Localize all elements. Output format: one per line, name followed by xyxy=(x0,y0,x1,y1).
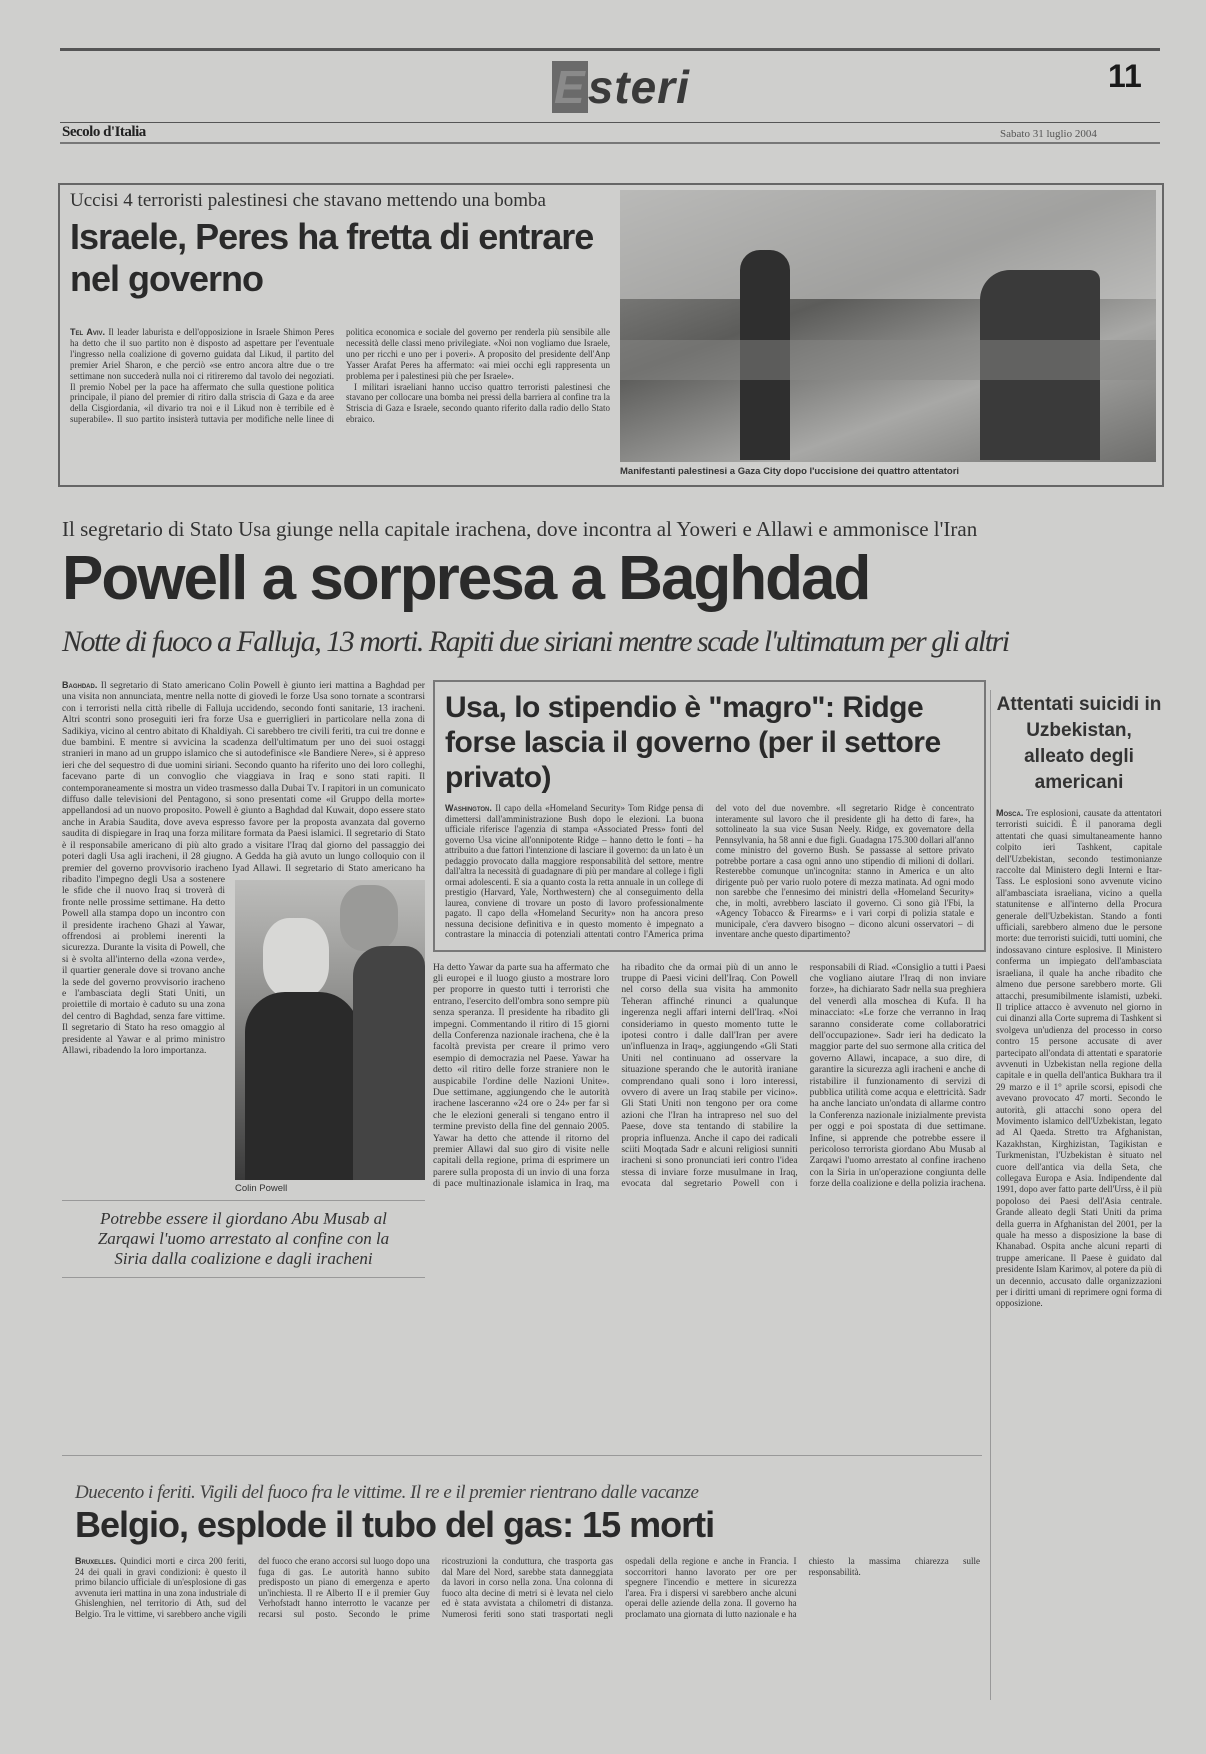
colin-powell-figure xyxy=(235,880,425,1194)
newspaper-name: Secolo d'Italia xyxy=(62,124,146,140)
powell-left-column xyxy=(62,680,425,1278)
ridge-article-box xyxy=(433,680,986,952)
page-number: 11 xyxy=(1108,58,1142,94)
israele-body xyxy=(70,327,610,425)
top-rule xyxy=(60,48,1160,51)
belgio-headline: Belgio, esplode il tubo del gas: 15 morti xyxy=(75,1504,715,1545)
israele-kicker: Uccisi 4 terroristi palestinesi che stavano mettendo una bomba xyxy=(70,190,546,211)
uzbekistan-body xyxy=(996,808,1162,1310)
dateline: Mosca. xyxy=(996,808,1024,818)
dateline: Bruxelles. xyxy=(75,1556,117,1566)
powell-body-lower: Ha detto Yawar da parte sua ha affermato che gli europei e il luogo giusto a mostrare loro per proporre in questo tutti i terroristi che entrano, l'esercito dell'ombra sono sempre più senza speranza. Il presidente ha ribadito gli impegni. Commentando il ritiro di 15 giorni della Conferenza nazionale irachena, che è la facoltà prevista per creare il primo vero esempio di democrazia nel Paese. Yawar ha detto «il ritiro delle forze straniere non le auspicabile l'ordine delle Nazioni Unite». Due settimane, aggiungendo che le autorità irachene lasceranno «24 ore o 24» per far sì che le elezioni generali si tengano entro il termine previsto della fine del gennaio 2005. Yawar ha detto che attende il ritorno del premier Allawi dal suo giro di visite nelle capitali della regione, prima di esprimere un parere sulla proposta di un invio di una forza di pace multinazionale islamica in Iraq, ma ha ribadito che da ormai più di un anno le truppe di Paesi vicini dell'Iraq. Con Powell nel corso della sua visita ha ammonito Teheran affinché rinunci a qualunque ingerenza negli affari interni dell'Iraq. «Noi consideriamo in questo momento tutte le ipotesi contro i dalle dall'Iran per avere un'influenza in Iraq», aggiungendo «Gli Stati Uniti nel continuano ad osservare la situazione sperando che le autorità iraniane comprendano quali sono i loro interessi, ovvero di avere un Iraq stabile per vicino». Gli Stati Uniti non tengono per ora come azioni che l'Iran ha intrapreso nel suo del Paese, dove sta tentando di stabilire la propria influenza. Anche il capo dei radicali sciiti Moqtada Sadr e alcuni religiosi sunniti iracheni si sono pronunciati ieri contro l'idea stessa di inviare forze musulmane in Iraq, evocata dal segretario Powell con i responsabili di Riad. «Consiglio a tutti i Paesi che vogliano aiutare l'Iraq di non inviare forze», ha dichiarato Sadr nella sua preghiera del venerdì alla moschea di Kufa. Il ha minacciato: «Le forze che verranno in Iraq saranno considerate come collaboratrici dell'occupazione». Sadr ieri ha dedicato la maggior parte del suo sermone alla critica del governo Allawi, incapace, a suo dire, di garantire la sicurezza agli iracheni e anche di ristabilire il funzionamento di servizi di pubblica utilità come acqua e elettricità. Sadr ha anche lanciato un'ondata di allarme contro la Conferenza nazionale inizialmente prevista per oggi e poi spostata di due settimane. Infine, si apprende che potrebbe essere il pericoloso terrorista giordano Abu Musab al Zarqawi l'uomo arrestato al confine iracheno con la Siria in un'operazione congiunta delle forze della coalizione e della polizia irachena. xyxy=(433,961,986,1190)
belgio-body xyxy=(75,1556,980,1619)
uzbekistan-column xyxy=(996,692,1162,1310)
powell-headline: Powell a sorpresa a Baghdad xyxy=(62,544,870,613)
israele-headline: Israele, Peres ha fretta di entrare nel governo xyxy=(70,216,594,299)
powell-kicker: Il segretario di Stato Usa giunge nella capitale irachena, dove incontra al Yoweri e Allawi e ammonisce l'Iran xyxy=(62,517,978,541)
masthead-bottom-rule xyxy=(60,142,1160,144)
belgio-article xyxy=(75,1482,980,1619)
belgio-top-rule xyxy=(62,1455,982,1456)
powell-subhead: Notte di fuoco a Falluja, 13 morti. Rapiti due siriani mentre scade l'ultimatum per gli altri xyxy=(62,625,1009,658)
column-divider xyxy=(990,690,991,1700)
gaza-protest-photo xyxy=(620,190,1156,462)
belgio-kicker: Duecento i feriti. Vigili del fuoco fra le vittime. Il re e il premier rientrano dalle vacanze xyxy=(75,1482,699,1503)
powell-photo-caption: Colin Powell xyxy=(235,1183,288,1194)
israele-body-paragraph: I militari israeliani hanno ucciso quattro terroristi palestinesi che stavano per collocare una bomba nei pressi della barriera al confine tra la Striscia di Gaza e Israele, secondo quanto riferito dalla radio dello Stato ebraico. xyxy=(346,381,610,425)
powell-body-text: Il segretario di Stato americano Colin Powell è giunto ieri mattina a Baghdad per una visita non annunciata, mentre nella notte di giovedì le forze Usa sono tornate a scontrarsi con i terroristi nella città ribelle di Falluja uccidendo, secondo fonti sanitarie, 13 iracheni. Altri scontri sono proseguiti ieri fra forze Usa e guerriglieri in particolare nella zona di Sadikiya, vicino al centro abitato di Khaldiyah. Ci sarebbero tre civili feriti, tra cui tre donne e due bambini. E mentre si avvicina la scadenza dell'ultimatum per uno dei suoi ostaggi stranieri in mano ad un gruppo islamico che si autodefinisce «le Bandiere Nere», si è appreso ieri che del sequestro di due uomini siriani. Secondo quanto ha riferito uno dei loro colleghi, facevano parte di un convoglio che viaggiava in Iraq e sono stati rapiti. Il contemporaneamente si mostra un video trasmesso dalla Dubai Tv. I rapitori in un comunicato diffuso dalle televisioni del Pentagono, si sono presentati come «il Gruppo della morte» appellandosi ad un nuovo proposito. Powell è giunto a Baghdad dal Kuwait, dopo essere stato anche in Arabia Saudita, dove aveva espresso favore per la proposta avanzata dal governo saudita di dispiegare in Iraq una forza militare formata da Paesi islamici. Il segretario di Stato è il responsabile americano di più alto grado a visitare l'Iraq dal giorno del passaggio dei poteri dagli Usa agli iracheni, il 28 giugno. A Gedda ha già avuto un lungo colloquio con il premier del governo provvisorio iracheno Iyad Allawi. Il segretario di Stato americano ha ribadito l'impegno degli Usa a sostenere le sfide che il nuovo Iraq si troverà di fronte nelle prossime settimane. Ha detto Powell alla stampa dopo un incontro con il presidente iracheno Ghazi al Yawar, offrendosi ai problemi inerenti la sicurezza. Durante la visita di Powell, che si è svolta all'interno della «zona verde», il quartier generale dove si trovano anche la sede del governo provvisorio iracheno e l'ambasciata degli Stati Uniti, un proiettile di mortaio è caduto su una zona del centro di Baghdad, senza fare vittime. Il segretario di Stato ha reso omaggio al presidente al Yawar e al primo ministro Allawi, ribadendo la loro importanza. xyxy=(62,680,425,1056)
issue-date: Sabato 31 luglio 2004 xyxy=(1000,128,1097,140)
dateline: Baghdad. xyxy=(62,680,98,690)
ridge-body-text: Il capo della «Homeland Security» Tom Ridge pensa di dimettersi dall'amministrazione Bush dopo le elezioni. La buona ufficiale riferisce l'agenzia di stampa «Associated Press» fonti del governo Usa vicine all'onnipotente Ridge – hanno detto le fonti – ha attribuito a due fattori l'intenzione di lasciare il governo: da un lato è un pedaggio provocato dalla maggiore responsabilità del settore, mentre dall'altra la necessità di guadagnare di più per mandare al college i figli ormai adolescenti. E sia a quanto costa la retta annuale in un college di prestigio (Harvard, Yale, Northwestern) che al conseguimento della laurea, conviene di trovare un posto di lavoro professionalmente pagato. Il capo della «Homeland Security» non ha ancora preso nessuna decisione definitiva e in questo momento è impegnato a contrastare la minaccia di potenziali attentati contro l'America prima del voto del due novembre. «Il segretario Ridge è concentrato interamente sul lavoro che il presidente gli ha detto di fare», ha sottolineato la sua vice Susan Neely. Ridge, ex governatore della Pennsylvania, ha 58 anni e due figli. Guadagna 175.300 dollari all'anno come ministro del governo Bush. Se passasse al settore privato potrebbe portare a casa ogni anno uno stipendio di milioni di dollari. Resterebbe comunque un'incognita: stanno in America e un alto dirigente può per vario ruolo potere di mezza matinata. Ad ogni modo non sarebbe che l'ennesimo dei ministri della «Homeland Security» che, in molti, avrebbero lasciato il governo. Ci sono già l'Fbi, la «Agency Tobacco & Firearms» e i vari corpi di polizia statale e municipale, c'era davvero bisogno – dicono alcuni osservatori – di inventare anche questo dipartimento? xyxy=(445,803,974,939)
powell-body-continued xyxy=(433,962,986,1190)
dateline: Tel Aviv. xyxy=(70,327,106,337)
section-title: Esteri xyxy=(554,61,690,113)
dateline: Washington. xyxy=(445,803,492,813)
ridge-headline: Usa, lo stipendio è "magro": Ridge forse lascia il governo (per il settore privato) xyxy=(445,691,941,794)
powell-body xyxy=(62,680,425,1194)
masthead-rule xyxy=(60,122,1160,123)
israele-body-text: Il leader laburista e dell'opposizione in Israele Shimon Peres ha detto che il suo partito non è disposto ad aspettare per l'eventuale l'ingresso nella coalizione di governo guidata dal Likud, il partito del premier Ariel Sharon, e che perciò «se entro ancora altre due o tre settimane non succederà nulla noi ci ritireremo dal tavolo dei negoziati. Il premio Nobel per la pace ha affermato che sulla questione politica principale, il piano del premier di ritiro dalla striscia di Gaza e da aree della Cisgiordania, «il divario tra noi e il Likud non è terribile ed è superabile». Il suo partito insisterà tuttavia per modifiche nelle linee di politica economica e sociale del governo per renderla più sensibile alle necessità delle classi meno privilegiate. «Noi non vogliamo due Israele, uno per ricchi e uno per i poveri». A proposito del presidente dell'Anp Yasser Arafat Peres ha affermato: «ai miei occhi egli rappresenta un problema per i palestinesi più che per Israele». xyxy=(70,327,610,425)
middle-column-stack xyxy=(433,680,986,1190)
uzbekistan-headline: Attentati suicidi in Uzbekistan, alleato degli americani xyxy=(996,694,1162,793)
gaza-photo-caption: Manifestanti palestinesi a Gaza City dopo l'uccisione dei quattro attentatori xyxy=(620,466,960,477)
pullquote: Potrebbe essere il giordano Abu Musab al Zarqawi l'uomo arrestato al confine con la Siria dalla coalizione e dagli iracheni xyxy=(62,1200,425,1278)
uzbekistan-body-text: Tre esplosioni, causate da attentatori terroristi suicidi. È il panorama degli attentati che quasi simultaneamente hanno colpito ieri Tashkent, capitale dell'Uzbekistan, secondo testimonianze raccolte dal Ministero degli Interni e Itar-Tass. Le esplosioni sono avvenute vicino all'ambasciata israeliana, vicino a quella statunitense e all'interno della Procura generale dell'Uzbekistan. Stando a fonti ufficiali, sarebbero almeno due le persone morte: due terroristi suicidi, tutti uomini, che indossavano cinture esplosive. Il Ministero conferma un impiegato dell'ambasciata israeliana, il quale ha anche ribadito che almeno due persone sarebbero morte. Gli attacchi, presumibilmente islamisti, uzbeki. Il triplice attacco è avvenuto nel giorno in cui dinanzi alla Corte suprema di Tashkent si svolgeva un'udienza del processo in corso contro 15 persone accusate di aver partecipato all'ondata di attentati e sparatorie avvenuti in Uzbekistan nella regione della capitale e in quella dell'antica Bukhara tra il 29 marzo e il 1° aprile scorsi, episodi che avevano provocato 47 morti. Secondo le autorità, gli attacchi sono opera del Movimento islamico dell'Uzbekistan, legato ad Al Qaeda. Stretto tra Afghanistan, Kazakhstan, Kirghizistan, Tagikistan e Turkmenistan, l'Uzbekistan è situato nel cuore dell'antica via della Seta, che collegava Europa e Asia. Indipendente dal 1991, dopo aver fatto parte dell'Urss, è il più popoloso dei Paesi dell'Asia centrale. Grande alleato degli Stati Uniti da prima della guerra in Afghanistan del 2001, per la quale ha messo a disposizione la base di Khanabad. Ospita anche alcuni reparti di truppe americane. Il Paese è guidato dal presidente Islam Karimov, al potere da più di un decennio, accusato dalle organizzazioni per i diritti umani di reprimere ogni forma di opposizione. xyxy=(996,808,1162,1309)
colin-powell-photo xyxy=(235,880,425,1180)
ridge-body xyxy=(445,803,974,940)
belgio-body-text: Quindici morti e circa 200 feriti, 24 dei quali in gravi condizioni: è questo il primo bilancio ufficiale di un'esplosione di gas avvenuta ieri mattina in una zona industriale di Ghislenghien, nel territorio di Ath, sud del Belgio. Tra le vittime, vi sarebbero anche vigili del fuoco che erano accorsi sul luogo dopo una fuga di gas. Le autorità hanno subito predisposto un piano di emergenza e aperto un'inchiesta. Il re Alberto II e il premier Guy Verhofstadt hanno interrotto le vacanze per recarsi sul posto. Secondo le prime ricostruzioni la conduttura, che trasporta gas dal Mare del Nord, sarebbe stata danneggiata da lavori in corso nella zona. Una colonna di fuoco alta decine di metri si è levata nel cielo ed è stata avvistata a chilometri di distanza. Numerosi feriti sono stati trasportati negli ospedali della regione e anche in Francia. I soccorritori hanno lavorato per ore per spegnere l'incendio e mettere in sicurezza l'area. Fra i dispersi vi sarebbero anche alcuni operai delle aziende della zona. Il governo ha proclamato una giornata di lutto nazionale e ha chiesto la massima chiarezza sulle responsabilità. xyxy=(75,1556,980,1619)
